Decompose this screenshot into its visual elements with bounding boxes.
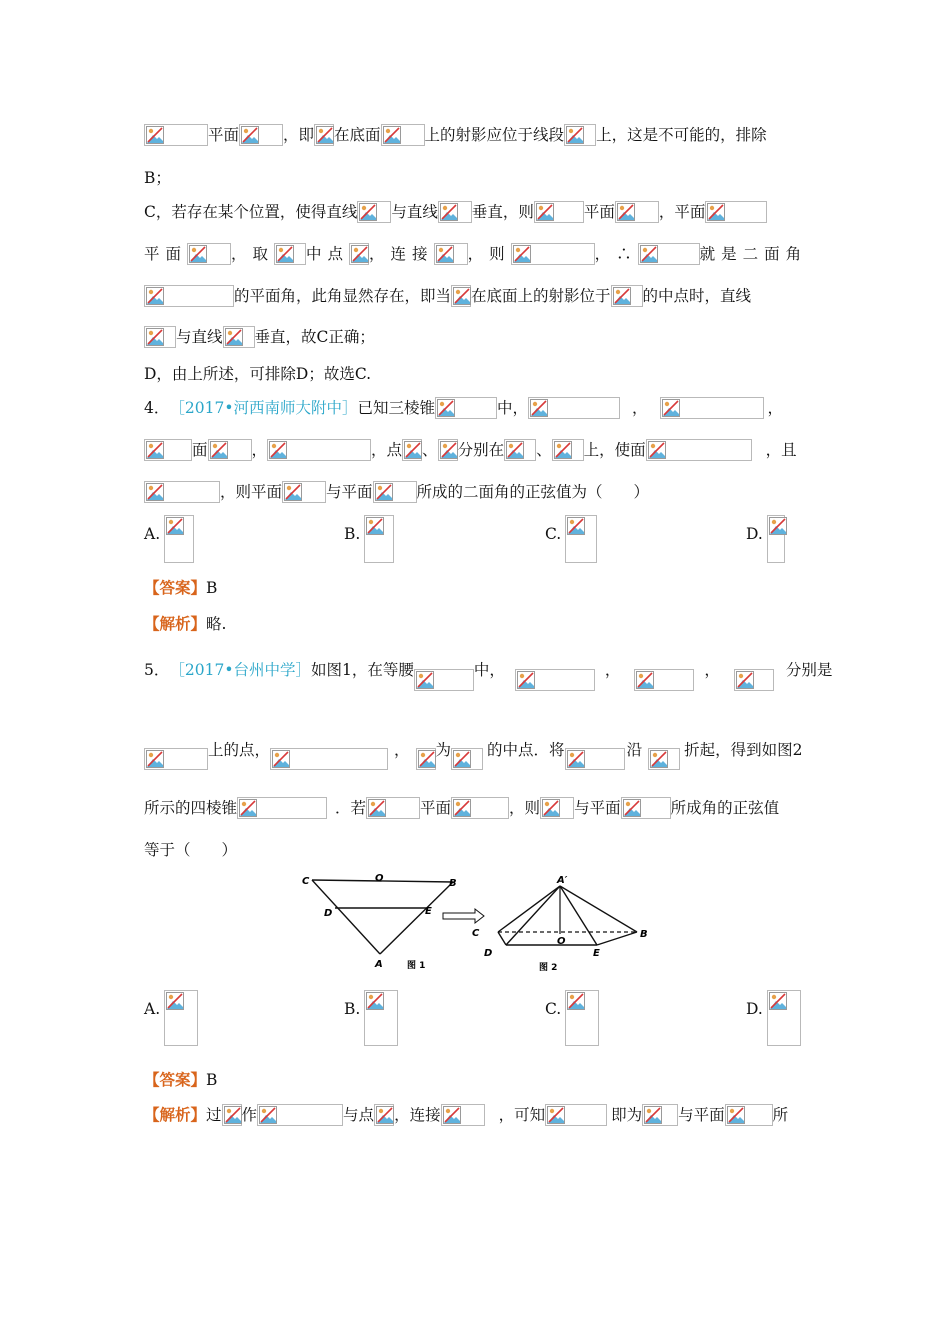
broken-image-glyph	[506, 441, 524, 459]
broken-image-icon	[144, 326, 176, 348]
explanation-text: 略.	[206, 615, 227, 633]
broken-image-icon	[515, 669, 595, 691]
broken-image-icon	[642, 1104, 678, 1126]
text: 就是二面角	[699, 245, 808, 263]
broken-image-glyph	[225, 328, 243, 346]
broken-image-glyph	[613, 287, 631, 305]
broken-image-icon	[441, 1104, 485, 1126]
broken-image-icon	[615, 201, 659, 223]
text: 面	[192, 441, 208, 459]
broken-image-glyph	[166, 992, 184, 1010]
text: 已知三棱锥	[357, 399, 435, 417]
broken-image-glyph	[727, 1106, 745, 1124]
geometry-figure	[295, 866, 665, 976]
point-label-e: E	[425, 906, 432, 917]
answer-value: B	[206, 579, 218, 597]
text: D，由上所述，可排除D；故选C.	[144, 365, 372, 383]
broken-image-glyph	[453, 799, 471, 817]
broken-image-icon	[438, 201, 472, 223]
broken-image-icon	[705, 201, 767, 223]
broken-image-glyph	[567, 750, 585, 768]
text: C，若存在某个位置，使得直线	[144, 203, 358, 221]
broken-image-icon	[366, 797, 420, 819]
text-line	[144, 166, 806, 190]
broken-image-icon	[144, 481, 220, 503]
broken-image-glyph	[166, 517, 184, 535]
broken-image-icon	[660, 397, 764, 419]
broken-image-glyph	[530, 399, 548, 417]
text: 所成的二面角的正弦值为（ ）	[416, 483, 650, 501]
broken-image-icon	[274, 243, 306, 265]
text: ，点	[371, 441, 403, 459]
answer-value: B	[206, 1071, 218, 1089]
point-label-b: B	[640, 929, 648, 940]
text: 上，这是不可能的，排除	[596, 126, 767, 144]
broken-image-glyph	[547, 1106, 565, 1124]
broken-image-glyph	[224, 1106, 242, 1124]
broken-image-glyph	[513, 245, 531, 263]
question-source: ［2017•河西南师大附中］	[169, 399, 358, 417]
text: 所	[772, 1106, 789, 1124]
question-4-line	[144, 396, 806, 420]
text: 的平面角，此角显然存在，即当	[234, 287, 452, 305]
text: ，则	[509, 799, 541, 817]
broken-image-icon	[144, 124, 208, 146]
broken-image-glyph	[146, 750, 164, 768]
text-line	[144, 242, 806, 266]
option-label: B.	[344, 525, 361, 543]
broken-image-icon	[187, 243, 231, 265]
text-line	[144, 325, 806, 349]
question-5-line	[144, 730, 806, 770]
question-number: 4．	[144, 399, 170, 417]
broken-image-icon	[374, 1104, 394, 1126]
broken-image-icon	[545, 1104, 607, 1126]
broken-image-glyph	[189, 245, 207, 263]
point-label-e: E	[593, 948, 600, 959]
text-line	[144, 362, 806, 386]
broken-image-icon	[552, 439, 584, 461]
text: 与平面	[678, 1106, 725, 1124]
broken-image-glyph	[316, 126, 334, 144]
broken-image-icon	[144, 748, 208, 770]
text: 为	[435, 741, 452, 759]
broken-image-glyph	[437, 399, 455, 417]
option-b[interactable]	[344, 990, 398, 1046]
broken-image-glyph	[241, 126, 259, 144]
text: 沿	[626, 741, 643, 759]
broken-image-icon	[646, 439, 752, 461]
broken-image-icon	[270, 748, 388, 770]
broken-image-glyph	[542, 799, 560, 817]
broken-image-glyph	[146, 328, 164, 346]
broken-image-icon	[767, 990, 801, 1046]
text: 所成角的正弦值	[670, 799, 780, 817]
text: ，∴	[594, 245, 638, 263]
text: 折起，得到如图2	[684, 741, 803, 759]
text: ，	[704, 661, 720, 679]
broken-image-icon	[349, 243, 369, 265]
broken-image-icon	[638, 243, 700, 265]
text: 与直线	[176, 328, 223, 346]
broken-image-glyph	[375, 483, 393, 501]
answer-line	[144, 576, 806, 600]
point-label-d: D	[324, 908, 333, 919]
broken-image-icon	[621, 797, 671, 819]
text: 与直线	[391, 203, 438, 221]
broken-image-icon	[648, 748, 680, 770]
text: 在底面上的射影位于	[471, 287, 611, 305]
broken-image-icon	[373, 481, 417, 503]
broken-image-glyph	[453, 750, 471, 768]
broken-image-icon	[504, 439, 536, 461]
broken-image-glyph	[623, 799, 641, 817]
broken-image-icon	[511, 243, 595, 265]
point-label-b: B	[449, 878, 457, 889]
broken-image-icon	[239, 124, 283, 146]
text: ，即	[283, 126, 315, 144]
broken-image-icon	[434, 243, 468, 265]
option-d[interactable]	[746, 990, 801, 1046]
broken-image-glyph	[376, 1106, 394, 1124]
broken-image-glyph	[440, 203, 458, 221]
broken-image-glyph	[536, 203, 554, 221]
broken-image-glyph	[368, 799, 386, 817]
answer-tag: 【答案】	[144, 1070, 207, 1089]
broken-image-glyph	[146, 287, 164, 305]
broken-image-icon	[222, 1104, 242, 1126]
text: ，连接	[394, 1106, 441, 1124]
broken-image-glyph	[359, 203, 377, 221]
text-line	[144, 284, 806, 308]
broken-image-glyph	[436, 245, 454, 263]
option-d[interactable]	[746, 515, 785, 563]
broken-image-glyph	[146, 483, 164, 501]
broken-image-glyph	[276, 245, 294, 263]
text: 即为	[611, 1106, 643, 1124]
text: 上，使面	[583, 441, 646, 459]
text: 上的射影应位于线段	[424, 126, 565, 144]
text: 平面	[420, 799, 452, 817]
broken-image-glyph	[736, 671, 754, 689]
broken-image-icon	[611, 285, 643, 307]
broken-image-glyph	[644, 1106, 662, 1124]
text: 、	[422, 441, 438, 459]
broken-image-glyph	[383, 126, 401, 144]
broken-image-icon	[164, 515, 194, 563]
text: 中，	[496, 399, 528, 417]
text: 在底面	[334, 126, 381, 144]
text: ，取	[231, 245, 275, 263]
option-label: C.	[545, 1000, 562, 1018]
text: ，	[251, 441, 268, 459]
point-label-d: D	[484, 948, 493, 959]
broken-image-glyph	[636, 671, 654, 689]
fold-arrow	[443, 909, 484, 923]
broken-image-glyph	[769, 992, 787, 1010]
text: 的中点时，直线	[642, 287, 752, 305]
figure-2	[472, 875, 648, 973]
broken-image-glyph	[146, 441, 164, 459]
figure-1-caption: 图 1	[407, 961, 426, 971]
text: 、	[536, 441, 552, 459]
broken-image-icon	[223, 326, 255, 348]
broken-image-glyph	[210, 441, 228, 459]
broken-image-glyph	[443, 1106, 461, 1124]
broken-image-glyph	[416, 671, 434, 689]
broken-image-icon	[438, 439, 458, 461]
text-line	[144, 200, 806, 224]
broken-image-glyph	[404, 441, 422, 459]
point-label-c: C	[302, 876, 310, 887]
text: ，	[394, 741, 410, 759]
text: ，	[632, 399, 648, 417]
point-label-o: O	[375, 873, 384, 884]
broken-image-icon	[416, 748, 436, 770]
explanation-tag: 【解析】	[144, 614, 207, 633]
text: ，则	[467, 245, 511, 263]
text: 所示的四棱锥	[144, 799, 238, 817]
broken-image-glyph	[269, 441, 287, 459]
broken-image-glyph	[366, 517, 384, 535]
option-a[interactable]	[144, 990, 198, 1046]
text-line	[144, 123, 806, 147]
explanation-tag: 【解析】	[144, 1105, 207, 1124]
broken-image-icon	[364, 515, 394, 563]
option-label: D.	[746, 1000, 763, 1018]
broken-image-glyph	[554, 441, 572, 459]
broken-image-icon	[564, 124, 596, 146]
option-b[interactable]	[344, 515, 394, 563]
broken-image-icon	[435, 397, 497, 419]
text: 等于（ ）	[144, 841, 238, 859]
broken-image-icon	[451, 748, 483, 770]
broken-image-glyph	[640, 245, 658, 263]
broken-image-glyph	[272, 750, 290, 768]
text: 垂直，故C正确；	[254, 328, 375, 346]
text: 分别是	[785, 661, 833, 679]
broken-image-icon	[314, 124, 334, 146]
broken-image-icon	[237, 797, 327, 819]
text: ，	[604, 661, 621, 679]
broken-image-icon	[357, 201, 391, 223]
broken-image-glyph	[366, 992, 384, 1010]
broken-image-icon	[257, 1104, 343, 1126]
explanation-line	[144, 1103, 806, 1127]
broken-image-icon	[144, 439, 192, 461]
option-label: B.	[344, 1000, 361, 1018]
text: 平面	[144, 245, 188, 263]
text: 与平面	[326, 483, 373, 501]
option-a[interactable]	[144, 515, 194, 563]
broken-image-icon	[164, 990, 198, 1046]
broken-image-glyph	[566, 126, 584, 144]
broken-image-icon	[144, 285, 234, 307]
option-label: A.	[144, 1000, 161, 1018]
broken-image-icon	[282, 481, 326, 503]
broken-image-icon	[364, 990, 398, 1046]
broken-image-glyph	[567, 517, 585, 535]
text: ，	[767, 399, 784, 417]
text: ，可知	[498, 1106, 546, 1124]
broken-image-icon	[451, 285, 471, 307]
broken-image-glyph	[259, 1106, 277, 1124]
figure-1	[302, 873, 457, 971]
question-source: ［2017•台州中学］	[169, 661, 311, 679]
broken-image-icon	[565, 990, 599, 1046]
broken-image-icon	[725, 1104, 773, 1126]
broken-image-glyph	[239, 799, 257, 817]
text: ，平面	[658, 203, 706, 221]
broken-image-glyph	[284, 483, 302, 501]
broken-image-icon	[767, 515, 785, 563]
point-label-o: O	[557, 936, 566, 947]
text: 分别在	[457, 441, 505, 459]
text: 中点	[306, 245, 350, 263]
question-5-line	[144, 649, 833, 691]
broken-image-icon	[381, 124, 425, 146]
answer-tag: 【答案】	[144, 578, 207, 597]
text: 如图1，在等腰	[310, 661, 414, 679]
broken-image-icon	[534, 201, 584, 223]
point-label-a-prime: A′	[557, 875, 568, 886]
explanation-line	[144, 612, 806, 636]
text: 与平面	[574, 799, 621, 817]
text: 平面	[208, 126, 240, 144]
text: ，连接	[369, 245, 434, 263]
option-label: A.	[144, 525, 161, 543]
text: 上的点，	[208, 741, 271, 759]
broken-image-icon	[208, 439, 252, 461]
option-c[interactable]	[545, 990, 599, 1046]
answer-line	[144, 1068, 806, 1092]
text: 中，	[473, 661, 505, 679]
broken-image-glyph	[567, 992, 585, 1010]
broken-image-glyph	[146, 126, 164, 144]
question-4-line	[144, 438, 806, 462]
option-label: D.	[746, 525, 763, 543]
broken-image-icon	[634, 669, 694, 691]
broken-image-glyph	[662, 399, 680, 417]
broken-image-icon	[267, 439, 371, 461]
text: 垂直，则	[471, 203, 534, 221]
text: B；	[144, 169, 171, 187]
broken-image-glyph	[418, 750, 436, 768]
broken-image-glyph	[517, 671, 535, 689]
text: 作	[241, 1106, 258, 1124]
question-5-line	[144, 838, 806, 862]
figure-2-caption: 图 2	[539, 963, 558, 973]
broken-image-glyph	[351, 245, 369, 263]
point-label-a: A	[375, 959, 383, 970]
question-5-line	[144, 796, 806, 820]
broken-image-icon	[565, 748, 625, 770]
broken-image-icon	[528, 397, 620, 419]
option-c[interactable]	[545, 515, 597, 563]
text: 平面	[583, 203, 615, 221]
broken-image-glyph	[648, 441, 666, 459]
question-number: 5．	[144, 661, 170, 679]
text: ．若	[335, 799, 367, 817]
text: ，且	[765, 441, 797, 459]
option-label: C.	[545, 525, 562, 543]
broken-image-glyph	[617, 203, 635, 221]
broken-image-glyph	[440, 441, 458, 459]
broken-image-icon	[565, 515, 597, 563]
broken-image-icon	[734, 669, 774, 691]
point-label-c: C	[472, 928, 480, 939]
text: ，则平面	[220, 483, 283, 501]
broken-image-glyph	[769, 517, 787, 535]
broken-image-icon	[414, 669, 474, 691]
broken-image-glyph	[707, 203, 725, 221]
broken-image-glyph	[453, 287, 471, 305]
question-4-line	[144, 480, 806, 504]
text: 的中点．将	[487, 741, 565, 759]
broken-image-icon	[402, 439, 422, 461]
text: 过	[206, 1106, 222, 1124]
broken-image-icon	[451, 797, 509, 819]
broken-image-glyph	[650, 750, 668, 768]
text: 与点	[343, 1106, 375, 1124]
broken-image-icon	[540, 797, 574, 819]
